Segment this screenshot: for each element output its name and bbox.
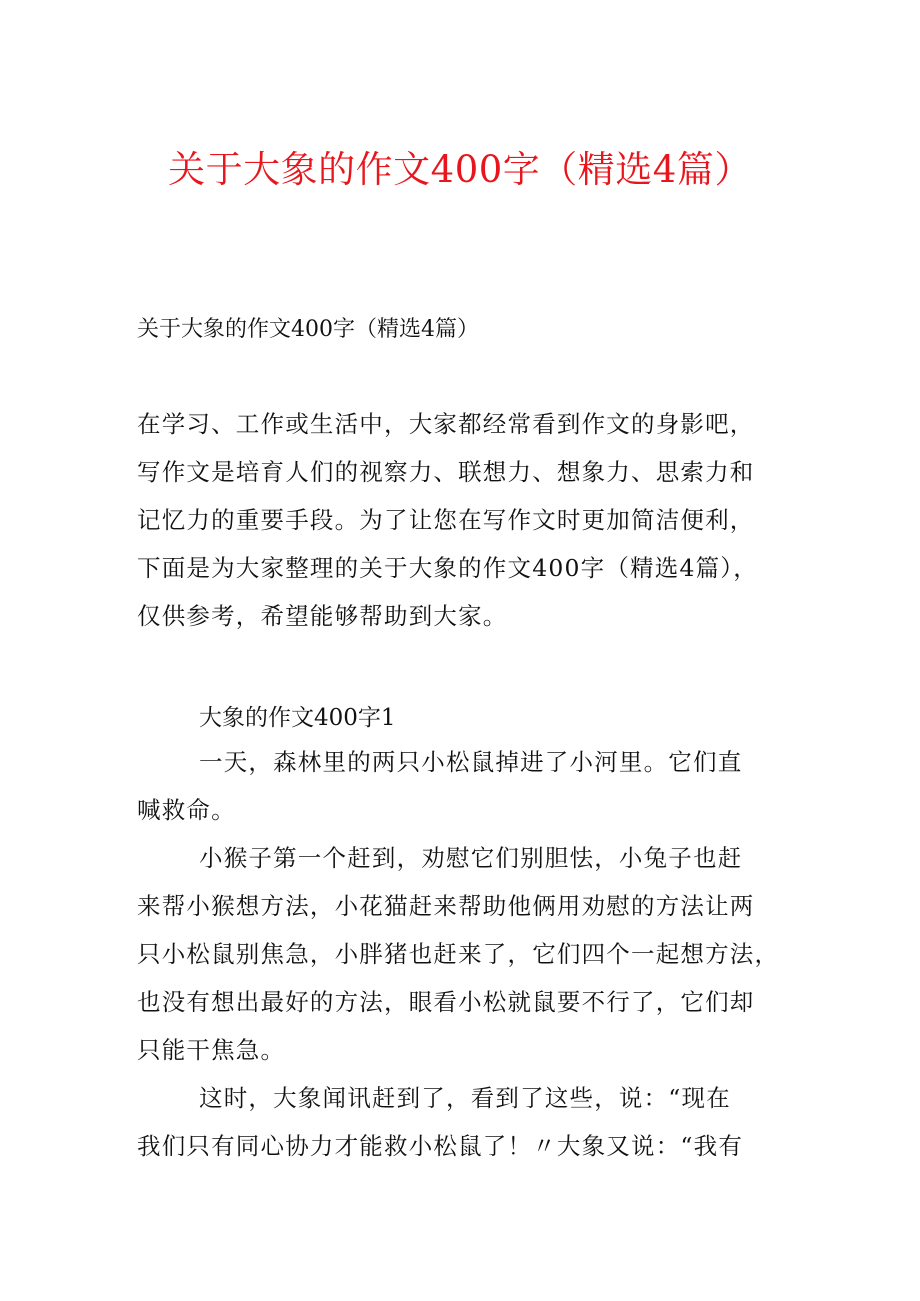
article-paragraph-3 <box>137 1074 787 1170</box>
intro-line: 在学习、工作或生活中，大家都经常看到作文的身影吧， <box>137 410 755 438</box>
intro-paragraph <box>137 400 787 640</box>
document-title: 关于大象的作文400字（精选4篇） <box>168 148 752 191</box>
article-heading: 大象的作文400字1 <box>199 705 396 731</box>
article-paragraph-1 <box>137 738 787 834</box>
intro-line: 记忆力的重要手段。为了让您在写作文时更加简洁便利， <box>137 506 755 534</box>
paragraph-line: 喊救命。 <box>137 796 236 824</box>
paragraph-line: 也没有想出最好的方法，眼看小松就鼠要不行了，它们却 <box>137 988 755 1016</box>
paragraph-line: 这时，大象闻讯赶到了，看到了这些，说：“现在 <box>199 1084 731 1112</box>
paragraph-line: 只小松鼠别焦急，小胖猪也赶来了，它们四个一起想方法， <box>137 940 780 968</box>
document-subtitle: 关于大象的作文400字（精选4篇） <box>137 317 479 342</box>
paragraph-line: 一天，森林里的两只小松鼠掉进了小河里。它们直 <box>199 748 743 776</box>
intro-line: 仅供参考，希望能够帮助到大家。 <box>137 602 508 630</box>
paragraph-line: 我们只有同心协力才能救小松鼠了！〃大象又说：“我有 <box>137 1132 744 1160</box>
article-paragraph-2 <box>137 834 787 1074</box>
paragraph-line: 只能干焦急。 <box>137 1036 286 1064</box>
paragraph-line: 来帮小猴想方法，小花猫赶来帮助他俩用劝慰的方法让两 <box>137 892 755 920</box>
paragraph-line: 小猴子第一个赶到，劝慰它们别胆怯，小兔子也赶 <box>199 844 743 872</box>
intro-line: 下面是为大家整理的关于大象的作文400字（精选4篇）， <box>137 554 758 582</box>
intro-line: 写作文是培育人们的视察力、联想力、想象力、思索力和 <box>137 458 755 486</box>
